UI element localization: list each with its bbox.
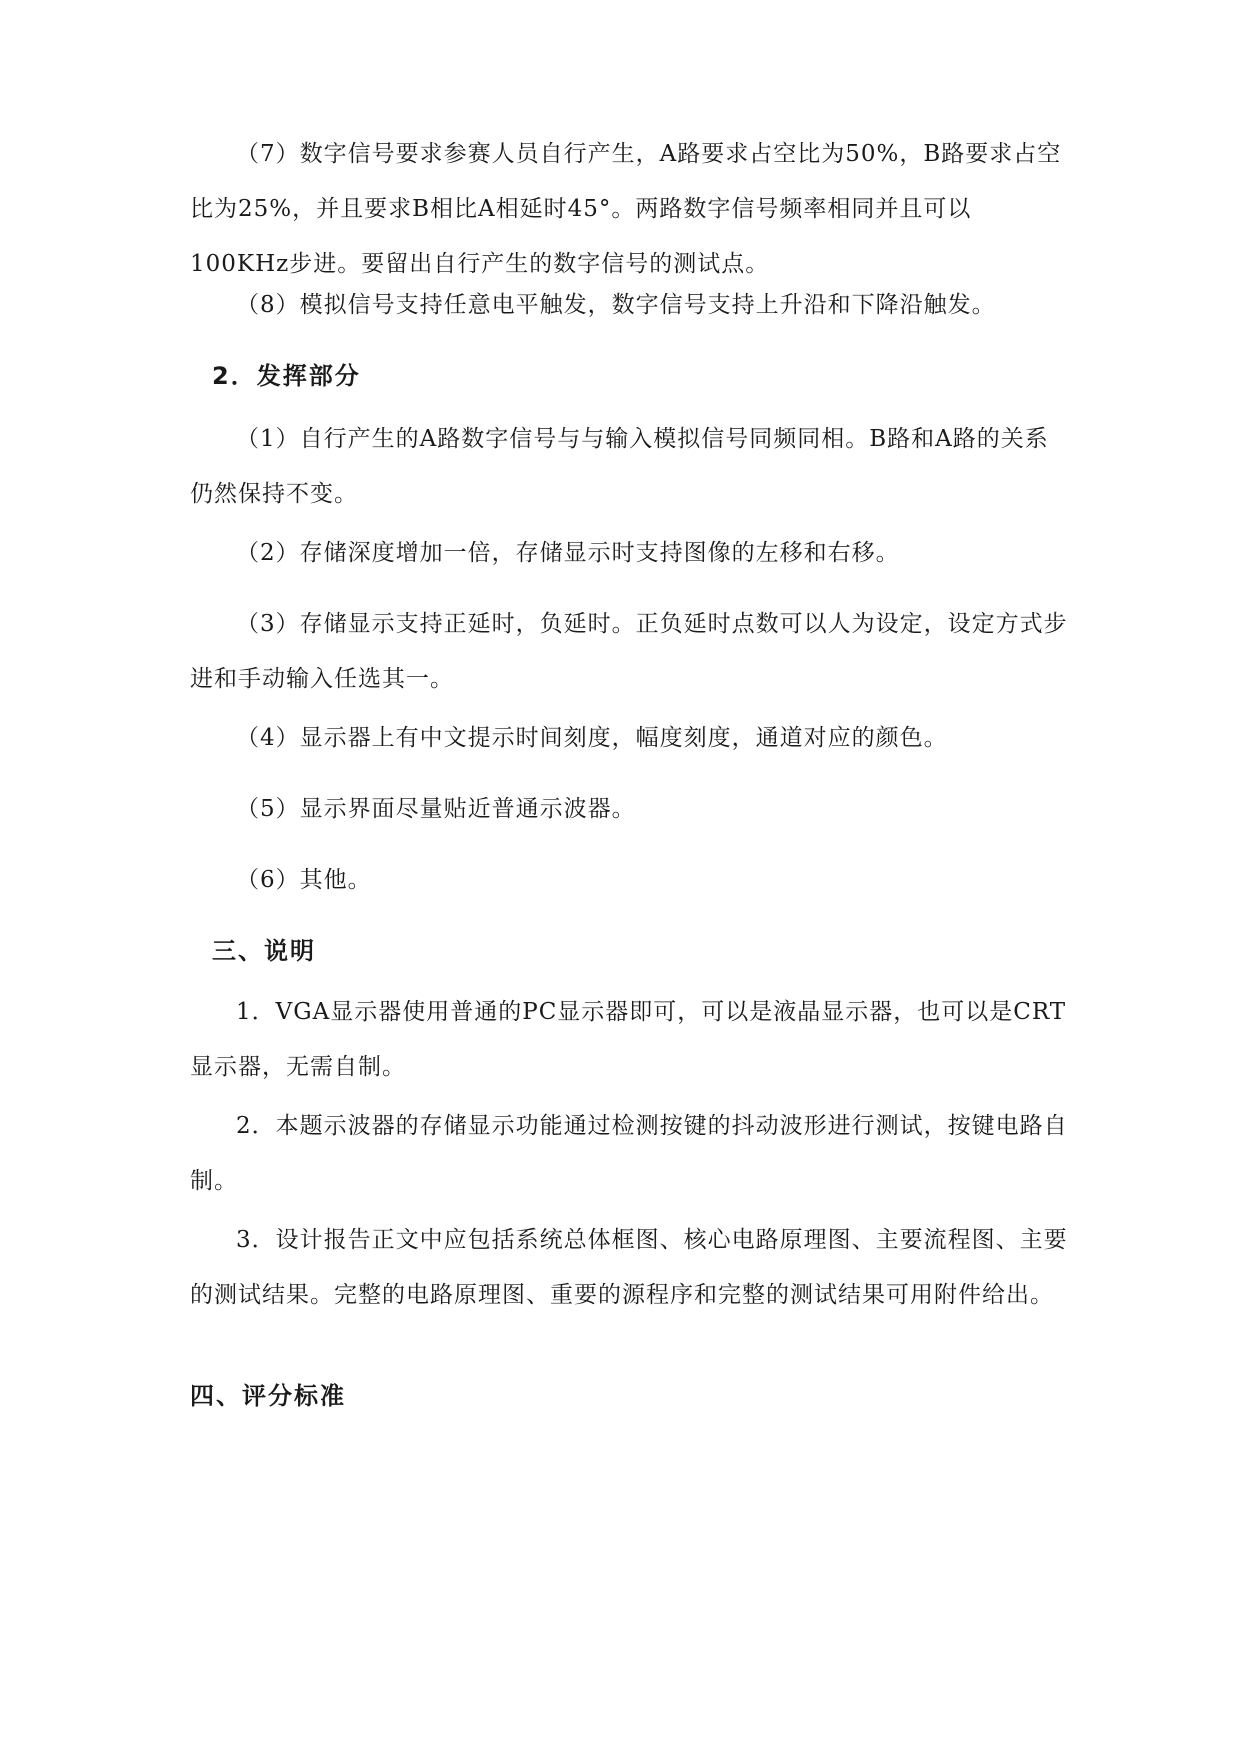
requirement-item-8: （8）模拟信号支持任意电平触发，数字信号支持上升沿和下降沿触发。 bbox=[236, 292, 996, 318]
extended-item-1: （1）自行产生的A路数字信号与与输入模拟信号同频同相。B路和A路的关系仍然保持不变。 bbox=[190, 426, 1049, 507]
section-heading-extended: 2．发挥部分 bbox=[212, 362, 361, 390]
notes-item-1: 1．VGA显示器使用普通的PC显示器即可，可以是液晶显示器，也可以是CRT显示器，无需自制。 bbox=[190, 999, 1067, 1080]
section-heading-scoring: 四、评分标准 bbox=[190, 1382, 346, 1410]
notes-item-2: 2．本题示波器的存储显示功能通过检测按键的抖动波形进行测试，按键电路自制。 bbox=[190, 1113, 1068, 1194]
extended-item-6: （6）其他。 bbox=[236, 867, 372, 893]
extended-item-4: （4）显示器上有中文提示时间刻度，幅度刻度，通道对应的颜色。 bbox=[236, 725, 948, 751]
notes-item-3: 3．设计报告正文中应包括系统总体框图、核心电路原理图、主要流程图、主要的测试结果。完整的电路原理图、重要的源程序和完整的测试结果可用附件给出。 bbox=[190, 1227, 1068, 1308]
extended-item-5: （5）显示界面尽量贴近普通示波器。 bbox=[236, 796, 636, 822]
extended-item-3: （3）存储显示支持正延时，负延时。正负延时点数可以人为设定，设定方式步进和手动输入任选其一。 bbox=[190, 611, 1068, 692]
extended-item-2: （2）存储深度增加一倍，存储显示时支持图像的左移和右移。 bbox=[236, 540, 900, 566]
requirement-item-7: （7）数字信号要求参赛人员自行产生，A路要求占空比为50%，B路要求占空比为25%，并且要求B相比A相延时45°。两路数字信号频率相同并且可以100KHz步进。要留出自行产生的数字信号的测试点。 bbox=[190, 141, 1062, 277]
section-heading-notes: 三、说明 bbox=[212, 937, 316, 965]
